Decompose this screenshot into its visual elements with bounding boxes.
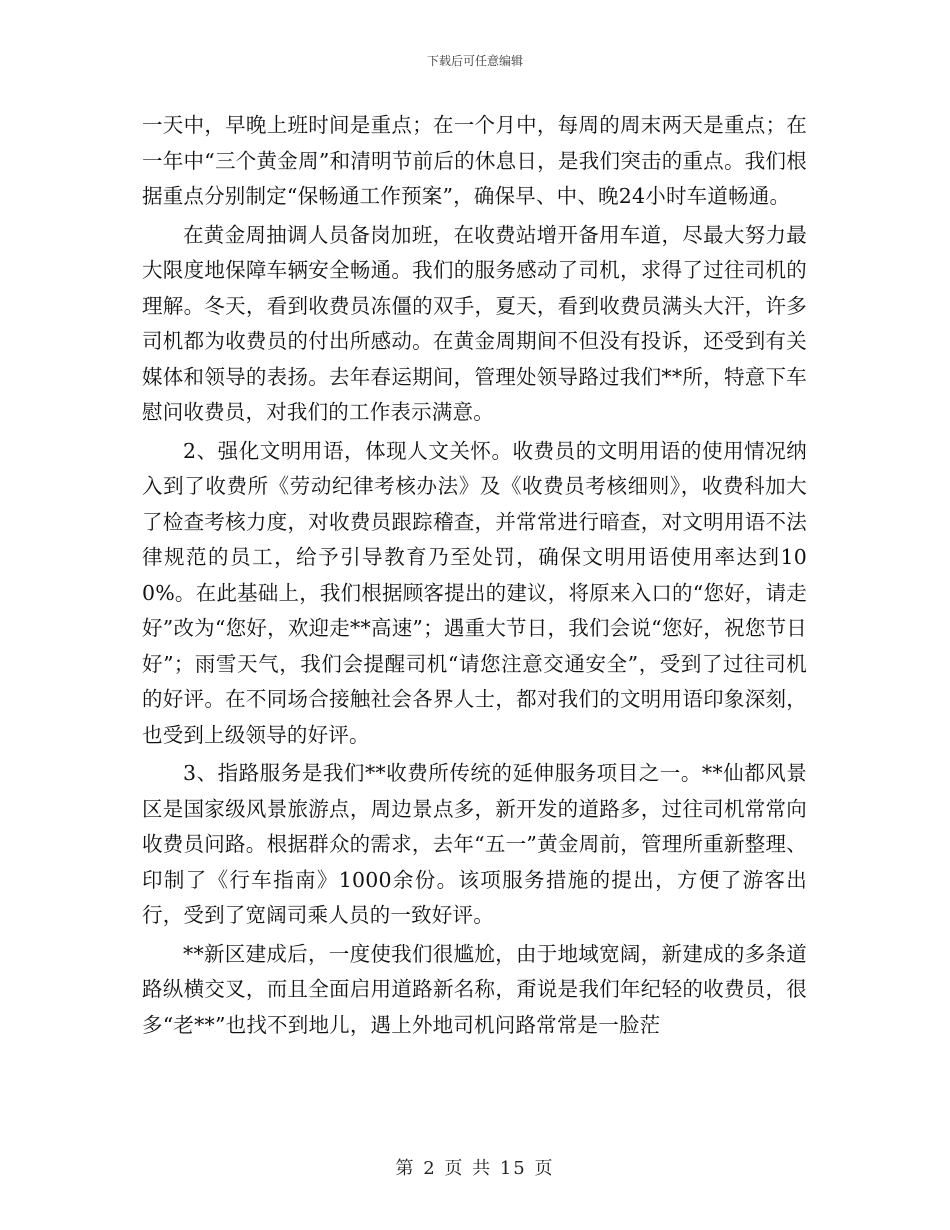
paragraph-direction-service: 3、指路服务是我们**收费所传统的延伸服务项目之一。**仙都风景区是国家级风景旅游点，周边景点多，新开发的道路多，过往司机常常向收费员问路。根据群众的需求，去年“五一”黄金周前，管理所重新整理、印制了《行车指南》1000余份。该项服务措施的提出，方便了游客出行，受到了宽阔司乘人员的一致好评。 [142,761,807,927]
page-footer: 第 2 页 共 15 页 [395,1158,555,1179]
paragraph-continuation: 一天中，早晚上班时间是重点；在一个月中，每周的周末两天是重点；在一年中“三个黄金周”和清明节前后的休息日，是我们突击的重点。我们根据重点分别制定“保畅通工作预案”，确保早、中、晚24小时车道畅通。 [142,113,807,208]
document-body [142,108,807,1046]
paragraph-civil-language: 2、强化文明用语，体现人文关怀。收费员的文明用语的使用情况纳入到了收费所《劳动纪律考核办法》及《收费员考核细则》，收费科加大了检查考核力度，对收费员跟踪稽查，并常常进行暗查，对文明用语不法律规范的员工，给予引导教育乃至处罚，确保文明用语使用率达到100%。在此基础上，我们根据顾客提出的建议，将原来入口的“您好，请走好”改为“您好，欢迎走**高速”；遇重大节日，我们会说“您好，祝您节日好”；雨雪天气，我们会提醒司机“请您注意交通安全”，受到了过往司机的好评。在不同场合接触社会各界人士，都对我们的文明用语印象深刻，也受到上级领导的好评。 [142,438,807,747]
page-header: 下载后可任意编辑 [426,54,523,68]
paragraph-new-district: **新区建成后，一度使我们很尴尬，由于地域宽阔，新建成的多条道路纵横交叉，而且全面启用道路新名称，甭说是我们年纪轻的收费员，很多“老**”也找不到地儿，遇上外地司机问路常常是一脸茫 [142,941,807,1037]
paragraph-golden-week: 在黄金周抽调人员备岗加班，在收费站增开备用车道，尽最大努力最大限度地保障车辆安全畅通。我们的服务感动了司机，求得了过往司机的理解。冬天，看到收费员冻僵的双手，夏天，看到收费员满头大汗，许多司机都为收费员的付出所感动。在黄金周期间不但没有投诉，还受到有关媒体和领导的表扬。去年春运期间，管理处领导路过我们**所，特意下车慰问收费员，对我们的工作表示满意。 [142,222,807,424]
